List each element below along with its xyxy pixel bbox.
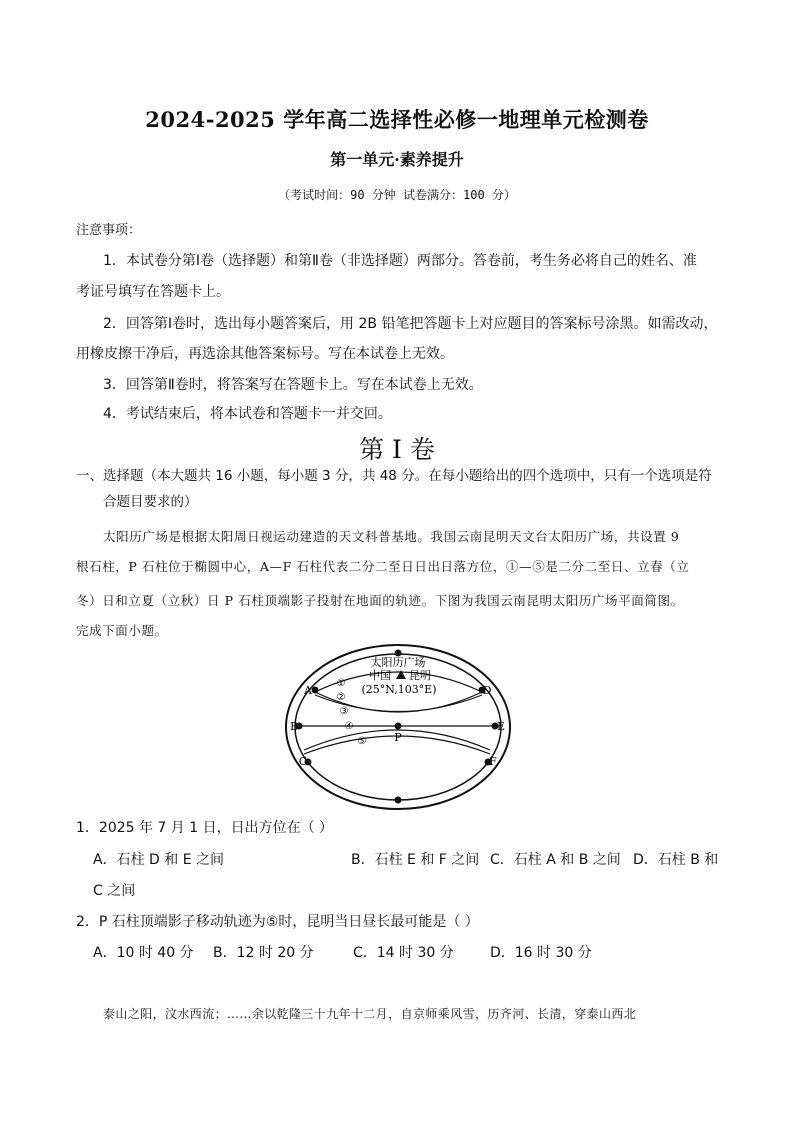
figure-label-kunming: 昆明 [409, 669, 431, 682]
question-2-option-b: B．12 时 20 分 [213, 945, 314, 961]
question-1-option-a: A．石柱 D 和 E 之间 [93, 852, 225, 868]
passage-1-line-1: 太阳历广场是根据太阳周日视运动建造的天文科普基地。我国云南昆明天文台太阳历广场，共设置 9 [103, 529, 680, 544]
question-2-option-c: C．14 时 30 分 [353, 945, 454, 961]
exam-subtitle: 第一单元·素养提升 [330, 150, 464, 169]
pillar-c-label: C [298, 755, 308, 768]
notice-item-4: 4．考试结束后，将本试卷和答题卡一并交回。 [103, 406, 392, 422]
passage-1-line-3: 冬）日和立夏（立秋）日 P 石柱顶端影子投射在地面的轨迹。下图为我国云南昆明太阳历广场平面简图。 [76, 593, 684, 608]
passage-1-line-4: 完成下面小题。 [76, 623, 168, 638]
pillar-e-label: E [496, 720, 506, 733]
part-heading-line-2: 合题目要求的） [103, 494, 198, 510]
track-label-5: ⑤ [357, 736, 367, 747]
pillar-d-label: D [482, 684, 492, 697]
mountain-icon [396, 670, 406, 679]
question-1-option-b: B．石柱 E 和 F 之间 [351, 852, 480, 868]
question-1-option-d: D．石柱 B 和 [633, 852, 719, 868]
question-2-option-a: A．10 时 40 分 [93, 945, 194, 961]
notice-item-1-line-2: 考证号填写在答题卡上。 [76, 284, 230, 300]
track-label-4: ④ [344, 721, 354, 732]
question-1-stem: 1．2025 年 7 月 1 日，日出方位在（ ） [76, 820, 334, 836]
north-pillar-marker [395, 650, 402, 657]
notice-item-2-line-1: 2．回答第Ⅰ卷时，选出每小题答案后，用 2B 铅笔把答题卡上对应题目的答案标号涂黑。如需改动， [103, 316, 718, 332]
exam-title: 2024-2025 学年高二选择性必修一地理单元检测卷 [145, 107, 649, 132]
south-pillar-marker [395, 797, 402, 804]
part-heading-line-1: 一、选择题（本大题共 16 小题，每小题 3 分，共 48 分。在每小题给出的四个选项中，只有一个选项是符 [76, 468, 712, 484]
question-2-option-d: D．16 时 30 分 [490, 945, 592, 961]
notice-item-3: 3．回答第Ⅱ卷时，将答案写在答题卡上。写在本试卷上无效。 [103, 377, 483, 393]
pillar-a-marker [312, 687, 319, 694]
question-1-option-d-continued: C 之间 [93, 883, 136, 899]
notice-item-2-line-2: 用橡皮擦干净后，再选涂其他答案标号。写在本试卷上无效。 [76, 346, 454, 362]
track-label-1: ① [336, 678, 346, 689]
pillar-p-label: P [394, 731, 402, 744]
figure-label-coords: (25°N,103°E) [361, 683, 437, 696]
passage-2-line-1: 泰山之阳，汶水西流；……余以乾隆三十九年十二月，自京师乘风雪，历齐河、长清，穿泰山西北 [103, 1007, 637, 1021]
passage-1-line-2: 根石柱，P 石柱位于椭圆中心，A—F 石柱代表二分二至日日出日落方位，①—⑤是二分二至日、立春（立 [76, 559, 690, 574]
pillar-p-marker [395, 723, 402, 730]
figure-label-line-1: 太阳历广场 [370, 656, 426, 669]
track-label-3: ③ [339, 706, 349, 717]
figure-label-china: 中国 [369, 669, 391, 682]
section-title: 第 I 卷 [359, 435, 435, 464]
notice-heading: 注意事项： [76, 223, 142, 238]
question-1-option-c: C．石柱 A 和 B 之间 [490, 852, 621, 868]
pillar-a-label: A [304, 684, 312, 697]
notice-item-1-line-1: 1．本试卷分第Ⅰ卷（选择题）和第Ⅱ卷（非选择题）两部分。答卷前，考生务必将自己的姓名、准 [103, 253, 697, 269]
question-2-stem: 2．P 石柱顶端影子移动轨迹为⑤时，昆明当日昼长最可能是（ ） [76, 914, 479, 930]
solar-calendar-square-diagram [282, 640, 514, 812]
pillar-f-label: F [489, 755, 497, 768]
track-label-2: ② [336, 692, 346, 703]
exam-meta: （考试时间：90 分钟 试卷满分：100 分） [278, 188, 516, 202]
pillar-b-label: B [289, 720, 299, 733]
